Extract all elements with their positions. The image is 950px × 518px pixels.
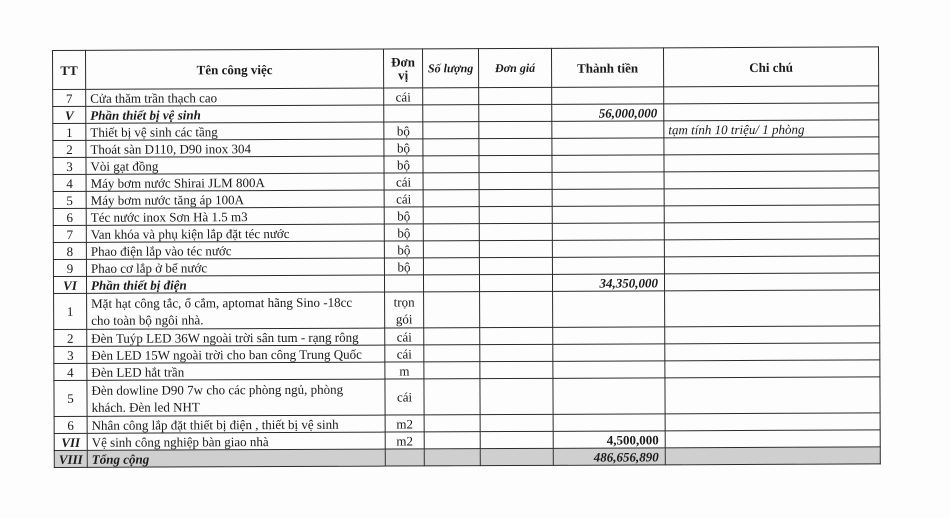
- section-name: Vệ sinh công nghiệp bàn giao nhà: [87, 432, 385, 450]
- header-unit-price: Đơn giá: [478, 48, 551, 87]
- row-note: [665, 430, 880, 448]
- row-name-line2: khách. Đèn led NHT: [91, 398, 200, 415]
- row-price: [480, 448, 553, 465]
- row-tt: 2: [53, 140, 86, 157]
- row-price: [479, 121, 552, 138]
- row-amount: [552, 121, 664, 138]
- row-note: [664, 239, 879, 257]
- section-name: Phần thiết bị vệ sinh: [86, 105, 384, 123]
- row-amount: [553, 414, 665, 431]
- row-qty: [424, 328, 480, 345]
- section-tt: VII: [54, 433, 87, 450]
- row-note: [664, 137, 879, 155]
- row-unit: cái: [384, 88, 423, 105]
- row-name: Phao điện lắp vào téc nước: [86, 241, 384, 259]
- row-qty: [424, 379, 480, 415]
- row-name: Vòi gạt đồng: [86, 156, 384, 174]
- row-note: [665, 360, 880, 378]
- row-qty: [423, 207, 479, 224]
- row-note: [665, 343, 880, 361]
- row-unit: cái: [384, 173, 423, 190]
- row-price: [480, 361, 553, 378]
- row-note: [664, 86, 879, 104]
- row-tt: 5: [53, 191, 86, 208]
- section-amount: 4,500,000: [553, 431, 665, 448]
- row-note: [664, 154, 879, 172]
- row-qty: [424, 345, 480, 362]
- header-tt: TT: [53, 50, 86, 89]
- row-qty: [424, 432, 480, 449]
- row-unit: bộ: [384, 241, 423, 258]
- row-tt: 9: [53, 259, 86, 276]
- row-unit: cái: [385, 345, 424, 362]
- row-amount: [552, 155, 664, 172]
- row-name: Đèn LED 15W ngoài trời cho ban công Trung Quốc: [87, 345, 385, 363]
- header-unit-line1: Đơn: [391, 54, 415, 70]
- row-name: Máy bơm nước Shirai JLM 800A: [86, 173, 384, 191]
- row-note: [665, 447, 880, 465]
- row-unit: [384, 275, 423, 292]
- row-tt: 7: [53, 89, 86, 106]
- row-price: [479, 172, 552, 189]
- row-qty: [423, 258, 479, 275]
- row-name: [87, 379, 385, 416]
- row-qty: [423, 139, 479, 156]
- row-price: [480, 327, 553, 344]
- row-note: tạm tính 10 triệu/ 1 phòng: [664, 120, 879, 138]
- row-name-line1: Đèn dowline D90 7w cho các phòng ngủ, phòng: [91, 381, 344, 398]
- row-unit-line2: gói: [395, 310, 413, 327]
- section-tt: V: [53, 106, 86, 123]
- table-row: [54, 377, 880, 417]
- row-price: [480, 431, 553, 448]
- row-note: [664, 171, 879, 189]
- header-row: [53, 47, 879, 90]
- row-name-line2: cho toàn bộ ngôi nhà.: [91, 311, 204, 328]
- row-unit: bộ: [384, 139, 423, 156]
- row-tt: 6: [54, 416, 87, 433]
- row-tt: 7: [53, 225, 86, 242]
- header-unit-line2: vị: [398, 67, 409, 83]
- header-note: Chi chú: [663, 47, 878, 87]
- row-unit-line1: trọn: [393, 293, 415, 310]
- row-tt: 8: [53, 242, 86, 259]
- row-amount: [552, 257, 664, 274]
- row-qty: [424, 362, 480, 379]
- row-qty: [424, 415, 480, 432]
- total-label: Tổng cộng: [87, 449, 385, 467]
- row-price: [479, 138, 552, 155]
- row-amount: [553, 378, 665, 414]
- row-unit: bộ: [384, 224, 423, 241]
- row-tt: 4: [53, 174, 86, 191]
- row-note: [665, 377, 880, 414]
- header-task-name: Tên công việc: [86, 49, 384, 89]
- row-price: [479, 189, 552, 206]
- row-note: [665, 326, 880, 344]
- row-name: Thoát sàn D110, D90 inox 304: [86, 139, 384, 157]
- cost-estimate-table: [52, 46, 881, 468]
- row-amount: [552, 172, 664, 189]
- row-amount: [552, 223, 664, 240]
- row-tt: 6: [53, 208, 86, 225]
- row-unit: m2: [385, 415, 424, 432]
- row-qty: [423, 122, 479, 139]
- row-qty: [423, 156, 479, 173]
- row-tt: 1: [53, 123, 86, 140]
- row-qty: [423, 105, 479, 122]
- row-unit: cái: [384, 190, 423, 207]
- row-tt: 3: [54, 346, 87, 363]
- row-qty: [424, 449, 480, 466]
- row-unit: cái: [385, 379, 424, 415]
- header-unit: [383, 49, 422, 88]
- row-name: [87, 292, 385, 329]
- row-note: [664, 256, 879, 274]
- row-qty: [424, 292, 480, 328]
- row-unit: [385, 449, 424, 466]
- row-name: Cửa thăm trần thạch cao: [86, 88, 384, 106]
- row-tt: 2: [54, 329, 87, 346]
- row-qty: [423, 88, 479, 105]
- row-name: Phao cơ lắp ở bể nước: [86, 258, 384, 276]
- row-note: [664, 103, 879, 121]
- row-note: [664, 188, 879, 206]
- row-amount: [553, 291, 665, 327]
- row-name: Đèn LED hắt trần: [87, 362, 385, 380]
- row-name: Téc nước inox Sơn Hà 1.5 m3: [86, 207, 384, 225]
- row-unit: [385, 292, 424, 328]
- row-price: [479, 104, 552, 121]
- row-unit: bộ: [384, 207, 423, 224]
- row-note: [665, 290, 880, 327]
- row-unit: bộ: [384, 156, 423, 173]
- row-amount: [552, 189, 664, 206]
- row-price: [479, 223, 552, 240]
- header-amount: Thành tiền: [551, 48, 663, 87]
- row-amount: [552, 87, 664, 104]
- row-name: Van khóa và phụ kiện lắp đặt téc nước: [86, 224, 384, 242]
- row-price: [479, 206, 552, 223]
- row-amount: [552, 240, 664, 257]
- row-qty: [423, 190, 479, 207]
- total-tt: VIII: [54, 450, 87, 467]
- row-tt: 3: [53, 157, 86, 174]
- row-name: Máy bơm nước tăng áp 100A: [86, 190, 384, 208]
- row-tt: 4: [54, 363, 87, 380]
- row-note: [664, 205, 879, 223]
- row-price: [479, 274, 552, 291]
- section-tt: VI: [53, 276, 86, 293]
- total-amount: 486,656,890: [553, 448, 665, 465]
- row-amount: [553, 344, 665, 361]
- row-name: Nhân công lắp đặt thiết bị điện , thiết bị vệ sinh: [87, 415, 385, 433]
- total-row: [54, 447, 880, 468]
- row-price: [479, 240, 552, 257]
- row-amount: [553, 327, 665, 344]
- row-qty: [423, 275, 479, 292]
- row-price: [479, 155, 552, 172]
- section-name: Phần thiết bị điện: [86, 275, 384, 293]
- row-qty: [423, 241, 479, 258]
- section-amount: 34,350,000: [552, 274, 664, 291]
- row-tt: 5: [54, 380, 87, 416]
- header-quantity: Số lượng: [422, 49, 478, 88]
- row-amount: [552, 138, 664, 155]
- row-name-line1: Mặt hạt công tắc, ổ cắm, aptomat hãng Sino -18cc: [91, 294, 353, 311]
- row-tt: 1: [54, 293, 87, 329]
- row-name: Đèn Tuýp LED 36W ngoài trời sân tum - rạng rông: [87, 328, 385, 346]
- row-unit: cái: [385, 328, 424, 345]
- row-unit: bộ: [384, 122, 423, 139]
- row-price: [479, 257, 552, 274]
- row-qty: [423, 173, 479, 190]
- row-price: [480, 378, 553, 414]
- table-row: [54, 290, 880, 330]
- row-price: [480, 344, 553, 361]
- row-unit: [384, 105, 423, 122]
- section-amount: 56,000,000: [552, 104, 664, 121]
- row-unit: m2: [385, 432, 424, 449]
- row-price: [480, 291, 553, 327]
- row-note: [664, 273, 879, 291]
- row-unit: m: [385, 362, 424, 379]
- row-price: [480, 414, 553, 431]
- row-price: [479, 87, 552, 104]
- row-amount: [552, 206, 664, 223]
- row-note: [664, 222, 879, 240]
- row-name: Thiết bị vệ sinh các tầng: [86, 122, 384, 140]
- row-unit: bộ: [384, 258, 423, 275]
- row-note: [665, 413, 880, 431]
- row-amount: [553, 361, 665, 378]
- row-qty: [423, 224, 479, 241]
